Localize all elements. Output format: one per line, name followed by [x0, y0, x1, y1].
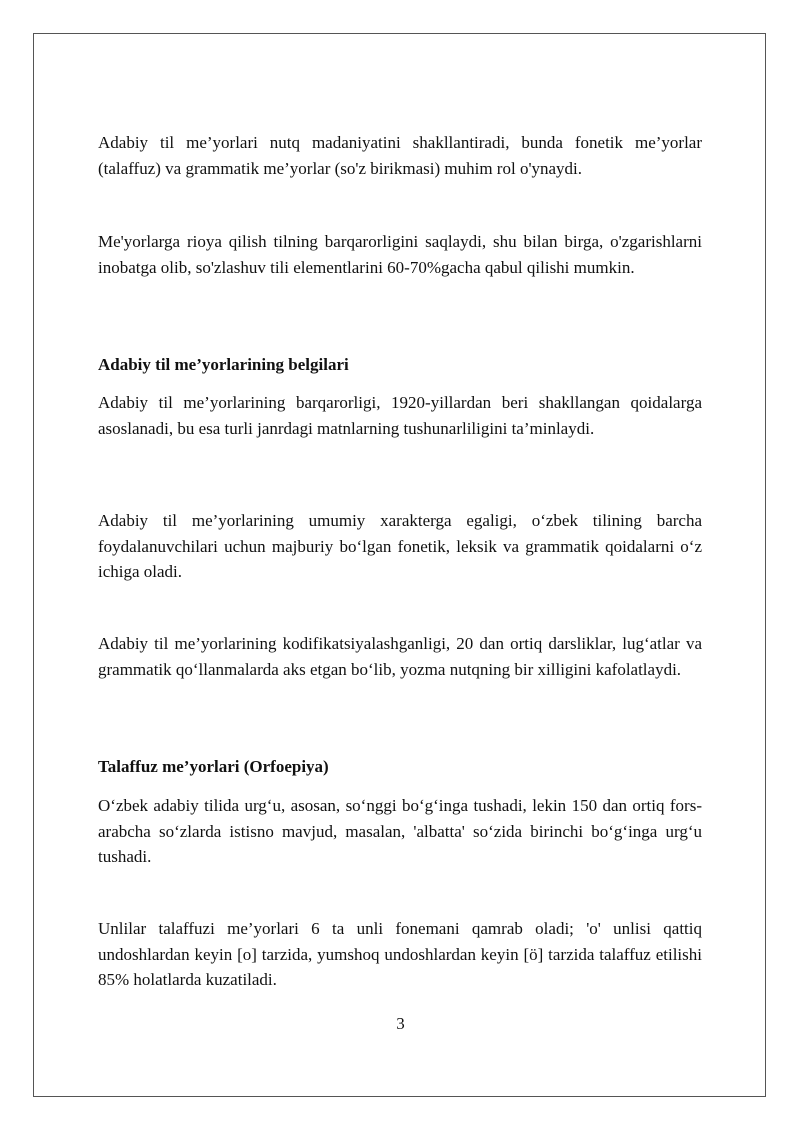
section-heading-orfoepiya: Talaffuz me’yorlari (Orfoepiya) — [98, 757, 329, 776]
paragraph-belgilari-3: Adabiy til me’yorlarining kodifikatsiyalashganligi, 20 dan ortiq darsliklar, lug‘atlar va grammatik qo‘llanmalarda aks etgan bo‘lib, yozma nutqning bir xilligini kafolatlaydi. — [98, 634, 702, 679]
paragraph-orfoepiya-1: O‘zbek adabiy tilida urg‘u, asosan, so‘nggi bo‘g‘inga tushadi, lekin 150 dan ortiq fors-arabcha so‘zlarda istisno mavjud, masalan, 'albatta' so‘zida birinchi bo‘g‘inga urg‘u tushadi. — [98, 796, 702, 866]
paragraph-orfoepiya-2: Unlilar talaffuzi me’yorlari 6 ta unli fonemani qamrab oladi; 'o' unlisi qattiq undoshlardan keyin [o] tarzida, yumshoq undoshlardan keyin [ö] tarzida talaffuz etilishi 85% holatlarda kuzatiladi. — [98, 919, 702, 989]
paragraph-intro-2: Me'yorlarga rioya qilish tilning barqarorligini saqlaydi, shu bilan birga, o'zgarishlarni inobatga olib, so'zlashuv tili elementlarini 60-70%gacha qabul qilishi mumkin. — [98, 232, 702, 277]
paragraph-intro-1: Adabiy til me’yorlari nutq madaniyatini shakllantiradi, bunda fonetik me’yorlar (talaffuz) va grammatik me’yorlar (so'z birikmasi) muhim rol o'ynaydi. — [98, 133, 702, 178]
document-page — [33, 33, 766, 1097]
paragraph-belgilari-2: Adabiy til me’yorlarining umumiy xarakterga egaligi, o‘zbek tilining barcha foydalanuvchilari uchun majburiy bo‘lgan fonetik, leksik va grammatik qoidalarni o‘z ichiga oladi. — [98, 511, 702, 581]
paragraph-belgilari-1: Adabiy til me’yorlarining barqarorligi, 1920-yillardan beri shakllangan qoidalarga asoslanadi, bu esa turli janrdagi matnlarning tushunarliligini ta’minlaydi. — [98, 393, 702, 438]
section-heading-belgilari: Adabiy til me’yorlarining belgilari — [98, 355, 349, 374]
page-number: 3 — [396, 1014, 405, 1033]
